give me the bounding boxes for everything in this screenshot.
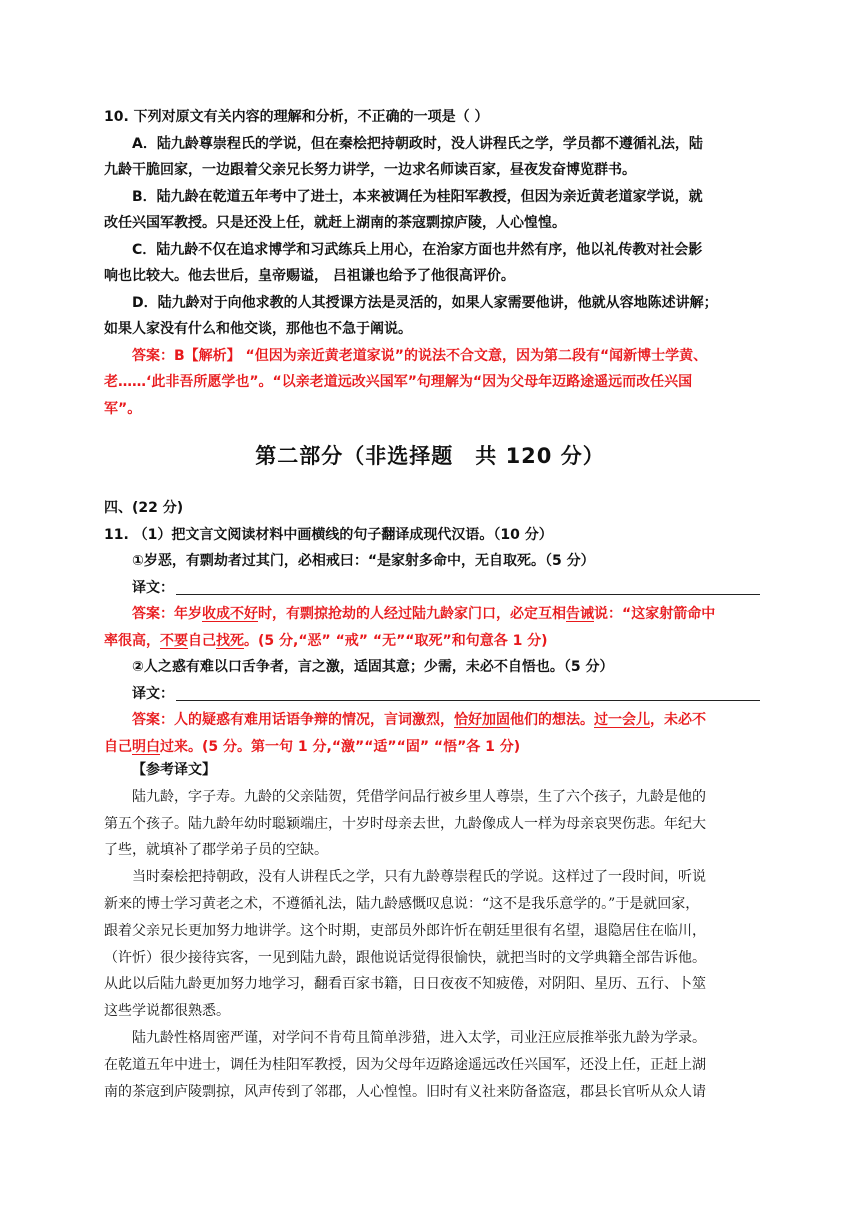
answer-11-2-line-1 bbox=[104, 707, 760, 734]
ref-paragraph-2-line-1: 当时秦桧把持朝政，没有人讲程氏之学，只有九龄尊崇程氏的学说。这样过了一段时间，听说 bbox=[132, 869, 706, 886]
answer-text: 自己 bbox=[104, 738, 132, 755]
option-d-line-2: 如果人家没有什么和他交谈，那他也不急于阐说。 bbox=[104, 321, 412, 337]
answer-text: 答案：人的疑惑有难用话语争辩的情况，言词激烈， bbox=[132, 712, 454, 728]
reference-translation bbox=[104, 757, 760, 1105]
ref-paragraph-1-line-3: 了些，就填补了郡学弟子员的空缺。 bbox=[104, 842, 328, 859]
ref-paragraph-1-line-1: 陆九龄，字子寿。九龄的父亲陆贺，凭借学问品行被乡里人尊崇，生了六个孩子，九龄是他的 bbox=[132, 788, 706, 805]
answer-text: ，未必不 bbox=[650, 712, 706, 728]
translation-2-blank[interactable] bbox=[176, 683, 760, 701]
option-c-line-2: 响也比较大。他去世后，皇帝赐谥， 吕祖谦也给予了他很高评价。 bbox=[104, 268, 515, 284]
option-a-line-1: A．陆九龄尊崇程氏的学说，但在秦桧把持朝政时，没人讲程氏之学，学员都不遵循礼法，陆 bbox=[132, 135, 703, 152]
translation-2-label: 译文： bbox=[132, 685, 174, 702]
answer-text: 答案：年岁 bbox=[132, 606, 202, 622]
underlined-text: 恰好加固 bbox=[454, 712, 510, 728]
ref-paragraph-2-line-4: （许忻）很少接待宾客，一见到陆九龄，跟他说话觉得很愉快，就把当时的文学典籍全部告诉他。 bbox=[104, 949, 706, 966]
option-b-line-2: 改任兴国军教授。只是还没上任，就赶上湖南的茶寇剽掠庐陵，人心惶惶。 bbox=[104, 215, 566, 231]
translation-1-blank[interactable] bbox=[176, 577, 760, 595]
ref-paragraph-2-line-5: 从此以后陆九龄更加努力地学习，翻看百家书籍，日日夜夜不知疲倦，对阴阳、星历、五行、卜筮 bbox=[104, 976, 706, 993]
ref-paragraph-3-line-1: 陆九龄性格周密严谨，对学问不肯苟且简单涉猎，进入太学，司业汪应辰推举张九龄为学录。 bbox=[132, 1029, 706, 1046]
answer-text: 时，有剽掠抢劫的人经过陆九龄家门口，必定互相 bbox=[258, 606, 566, 622]
ref-paragraph-2-line-6: 这些学说都很熟悉。 bbox=[104, 1003, 230, 1020]
section-title: 第二部分（非选择题 共 120 分） bbox=[255, 444, 605, 468]
question-11-stem: 11. （1）把文言文阅读材料中画横线的句子翻译成现代汉语。（10 分） bbox=[104, 526, 553, 543]
underlined-text: 不要 bbox=[160, 632, 188, 649]
reference-header: 【参考译文】 bbox=[132, 762, 216, 778]
question-10 bbox=[104, 104, 760, 422]
answer-10-line-3: 军”。 bbox=[104, 400, 142, 417]
answer-text: 自己 bbox=[188, 632, 216, 649]
answer-10-line-2: 老……‘此非吾所愿学也”。“以亲老道远改兴国军”句理解为“因为父母年迈路途遥远而改任兴国 bbox=[104, 374, 693, 390]
answer-text: 。(5 分,“恶” “戒” “无”“取死”和句意各 1 分) bbox=[244, 632, 548, 649]
question-11 bbox=[104, 495, 760, 760]
ref-paragraph-2-line-2: 新来的博士学习黄老之术，不遵循礼法，陆九龄感慨叹息说：“这不是我乐意学的。”于是就回家， bbox=[104, 895, 700, 912]
underlined-text: 过一会儿 bbox=[594, 712, 650, 728]
option-a-line-2: 九龄干脆回家，一边跟着父亲兄长努力讲学，一边求名师读百家，昼夜发奋博览群书。 bbox=[104, 162, 636, 178]
translation-2-row bbox=[104, 681, 760, 708]
answer-text: 率很高， bbox=[104, 632, 160, 649]
answer-11-1-line-2 bbox=[104, 628, 760, 655]
ref-paragraph-1-line-2: 第五个孩子。陆九龄年幼时聪颖端庄，十岁时母亲去世，九龄像成人一样为母亲哀哭伤悲。年纪大 bbox=[104, 815, 706, 832]
answer-10-line-1: 答案：B【解析】 “但因为亲近黄老道家说”的说法不合文意，因为第二段有“闻新博士学黄、 bbox=[132, 347, 708, 364]
underlined-text: 找死 bbox=[216, 632, 244, 649]
option-b-line-1: B．陆九龄在乾道五年考中了进士，本来被调任为桂阳军教授，但因为亲近黄老道家学说，就 bbox=[132, 188, 703, 205]
question-10-stem: 10. 下列对原文有关内容的理解和分析，不正确的一项是（ ） bbox=[104, 109, 489, 125]
answer-text: 过来。(5 分。第一句 1 分,“激”“适”“固” “悟”各 1 分) bbox=[160, 738, 521, 755]
answer-text: 他们的想法。 bbox=[510, 712, 594, 728]
option-d-line-1: D．陆九龄对于向他求教的人其授课方法是灵活的，如果人家需要他讲，他就从容地陈述讲解； bbox=[132, 294, 718, 311]
translation-1-label: 译文： bbox=[132, 579, 174, 596]
translation-1-row bbox=[104, 575, 760, 602]
sentence-1: ①岁恶，有剽劫者过其门，必相戒曰：“是家射多命中，无自取死。（5 分） bbox=[132, 553, 595, 569]
sentence-2: ②人之惑有难以口舌争者，言之激，适固其意；少需，未必不自悟也。（5 分） bbox=[132, 659, 614, 675]
section-4-header: 四、(22 分) bbox=[104, 500, 184, 516]
answer-11-1-line-1 bbox=[104, 601, 760, 628]
underlined-text: 收成不好 bbox=[202, 606, 258, 622]
underlined-text: 告诫 bbox=[566, 606, 594, 622]
option-c-line-1: C．陆九龄不仅在追求博学和习武练兵上用心，在治家方面也井然有序，他以礼传教对社会影 bbox=[132, 241, 703, 258]
ref-paragraph-2-line-3: 跟着父亲兄长更加努力地讲学。这个时期，吏部员外郎许忻在朝廷里很有名望，退隐居住在临川， bbox=[104, 922, 706, 939]
answer-text: 说：“这家射箭命中 bbox=[594, 606, 716, 622]
underlined-text: 明白 bbox=[132, 738, 160, 755]
ref-paragraph-3-line-2: 在乾道五年中进士，调任为桂阳军教授，因为父母年迈路途遥远改任兴国军，还没上任，正赶上湖 bbox=[104, 1056, 706, 1073]
ref-paragraph-3-line-3: 南的茶寇到庐陵剽掠，风声传到了邻郡，人心惶惶。旧时有义社来防备盗寇，郡县长官听从众人请 bbox=[104, 1083, 706, 1100]
